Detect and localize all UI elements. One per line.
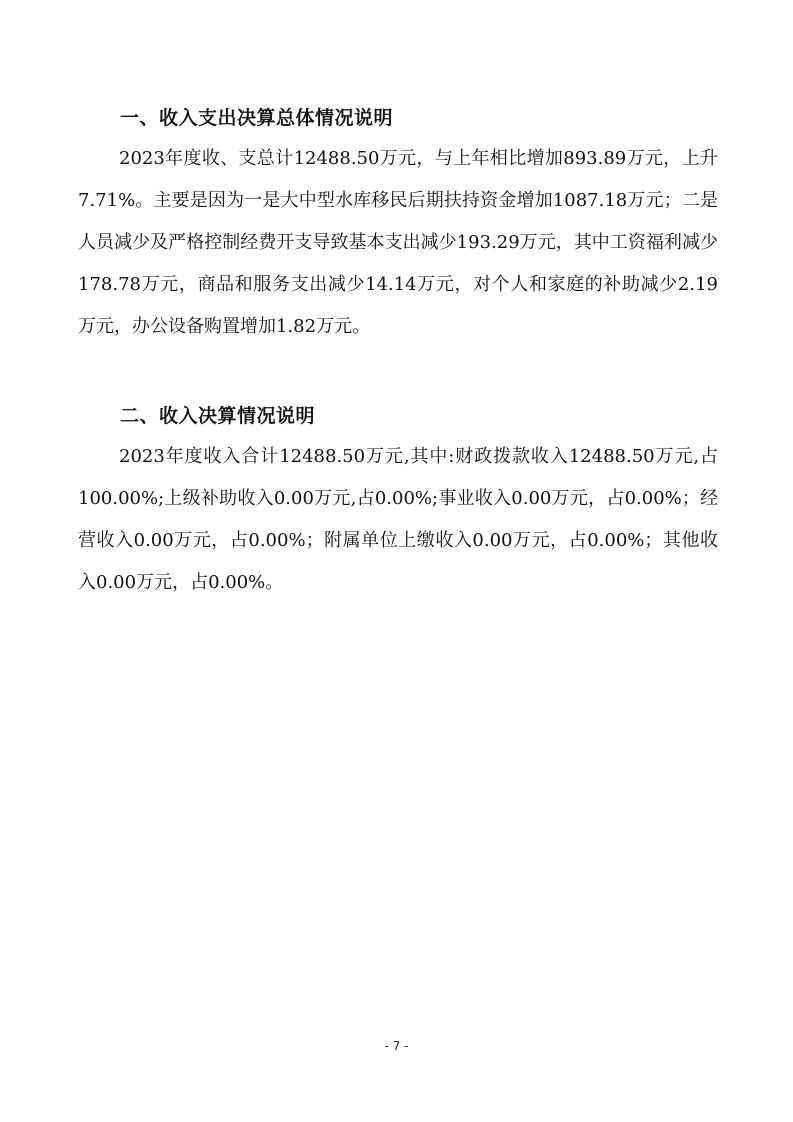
section-1-paragraph: 2023年度收、支总计12488.50万元，与上年相比增加893.89万元，上升7.71%。主要是因为一是大中型水库移民后期扶持资金增加1087.18万元；二是人员减少及严格控制经费开支导致基本支出减少193.29万元，其中工资福利减少178.78万元，商品和服务支出减少14.14万元，对个人和家庭的补助减少2.19万元，办公设备购置增加1.82万元。: [78, 148, 718, 337]
section-1-heading: 一、收入支出决算总体情况说明: [120, 107, 394, 129]
section-2-paragraph: 2023年度收入合计12488.50万元,其中:财政拨款收入12488.50万元,占100.00%;上级补助收入0.00万元,占0.00%;事业收入0.00万元，占0.00%；经营收入0.00万元，占0.00%；附属单位上缴收入0.00万元，占0.00%；其他收入0.00万元，占0.00%。: [78, 446, 718, 593]
section-2-heading: 二、收入决算情况说明: [120, 405, 316, 427]
page-number: - 7 -: [384, 1039, 409, 1053]
